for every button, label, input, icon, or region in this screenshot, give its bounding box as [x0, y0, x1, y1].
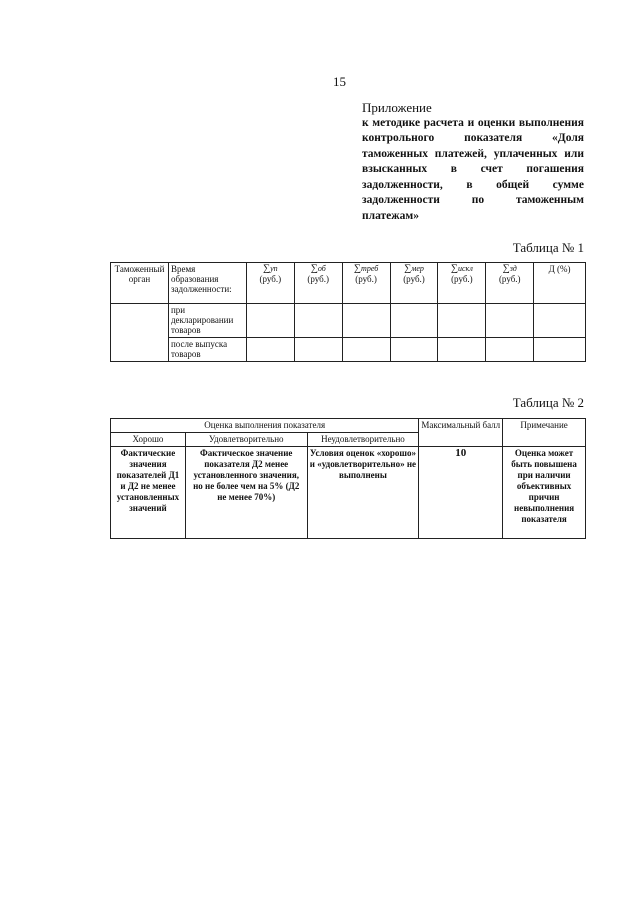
table2-header-unsatisfactory: Неудовлетворительно: [307, 433, 419, 447]
table1: [110, 262, 586, 362]
appendix-title: Приложение: [362, 100, 432, 115]
table1-header-ob: ∑об (руб.): [294, 263, 342, 304]
table2-header-eval: Оценка выполнения показателя: [111, 419, 419, 433]
table2: [110, 418, 586, 539]
table1-header-treb: ∑треб (руб.): [342, 263, 390, 304]
table1-header-zd: ∑зд (руб.): [486, 263, 534, 304]
table2-header-max: Максимальный балл: [419, 419, 503, 447]
table2-header-good: Хорошо: [111, 433, 186, 447]
appendix-body: к методике расчета и оценки выполнения контрольного показателя «Доля таможенных платежей, уплаченных или взысканных в счет погашения задолженности, в общей сумме задолженности по таможенным платежам»: [362, 116, 584, 222]
table2-good-text: Фактические значения показателей Д1 и Д2 не менее установленных значений: [111, 447, 186, 539]
table1-cell-customs-empty: [111, 304, 169, 362]
table2-caption: Таблица № 2: [512, 395, 584, 410]
table1-header-mer: ∑мер (руб.): [390, 263, 438, 304]
table2-header-satisfactory: Удовлетворительно: [185, 433, 307, 447]
table1-header-time: Время образования задолженности:: [168, 263, 246, 304]
appendix-block: [362, 100, 584, 224]
table1-caption: Таблица № 1: [512, 240, 584, 255]
table1-header-customs: Таможенный орган: [111, 263, 169, 304]
table2-max-score: 10: [419, 447, 503, 539]
table1-row-declaration: при декларировании товаров: [168, 304, 246, 338]
table2-header-note: Примечание: [503, 419, 586, 447]
table1-header-iskl: ∑искл (руб.): [438, 263, 486, 304]
page-number: 15: [333, 74, 346, 89]
table1-header-d: Д (%): [534, 263, 586, 304]
table2-note-text: Оценка может быть повышена при наличии объективных причин невыполнения показателя: [503, 447, 586, 539]
table1-header-up: ∑уп (руб.): [246, 263, 294, 304]
table2-unsatisfactory-text: Условия оценок «хорошо» и «удовлетворительно» не выполнены: [307, 447, 419, 539]
table1-row-after-release: после выпуска товаров: [168, 338, 246, 362]
table2-satisfactory-text: Фактическое значение показателя Д2 менее установленного значения, но не более чем на 5% (Д2 не менее 70%): [185, 447, 307, 539]
